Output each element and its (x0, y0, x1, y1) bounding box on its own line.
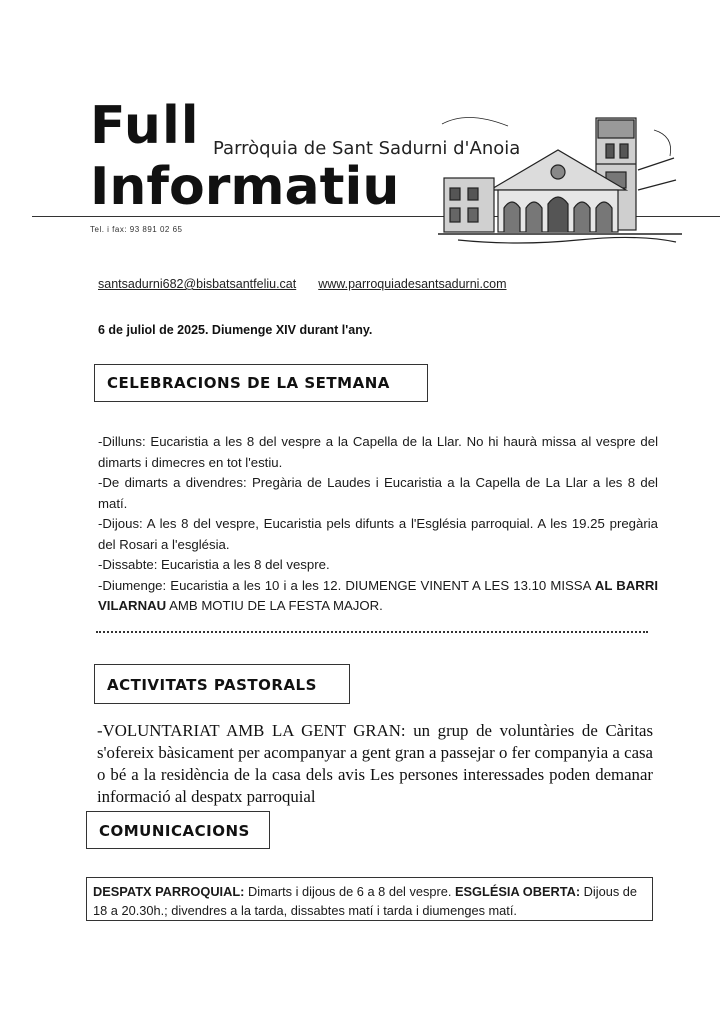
office-label: DESPATX PARROQUIAL: (93, 884, 245, 899)
church-open-text: Dijous de 18 a 20.30h.; divendres a la tarda, dissabtes matí i tarda i diumenges matí. (93, 884, 638, 918)
date-line: 6 de juliol de 2025. Diumenge XIV durant l'any. (98, 323, 373, 337)
pastoral-heading: ACTIVITATS PASTORALS (94, 664, 350, 704)
list-item: -De dimarts a divendres: Pregària de Laudes i Eucaristia a la Capella de La Llar a les 8 del matí. (98, 475, 658, 511)
church-open-label: ESGLÉSIA OBERTA: (454, 884, 581, 899)
list-item: -Dijous: A les 8 del vespre, Eucaristia pels difunts a l'Església parroquial. A les 19.25 pregària del Rosari a l'església. (98, 516, 658, 552)
title-full: Full (90, 96, 200, 156)
office-text: Dimarts i dijous de 6 a 8 del vespre. (244, 884, 455, 899)
pastoral-text: -VOLUNTARIAT AMB LA GENT GRAN: un grup de voluntàries de Càritas s'ofereix bàsicament per acompanyar a gent gran a passejar o fer companyia a casa o bé a la residència de la casa dels avis Les persones interessades poden demanar informació al despatx parroquial (97, 721, 653, 806)
list-item: -Dilluns: Eucaristia a les 8 del vespre a la Capella de la Llar. No hi haurà missa al vespre del dimarts i dimecres en tot l'estiu. (98, 434, 658, 470)
sunday-bold-text: AL BARRI VILARNAU (98, 577, 659, 613)
sunday-text: -Diumenge: Eucaristia a les 10 i a les 12. DIUMENGE VINENT A LES 13.10 MISSA (98, 577, 595, 593)
celebrations-list (98, 432, 658, 617)
contact-links (98, 277, 507, 291)
list-item: -Dissabte: Eucaristia a les 8 del vespre. (98, 557, 330, 572)
communications-heading: COMUNICACIONS (86, 811, 270, 849)
sunday-suffix-text: AMB MOTIU DE LA FESTA MAJOR. (166, 598, 383, 613)
celebrations-heading: CELEBRACIONS DE LA SETMANA (94, 364, 428, 402)
website-link[interactable]: www.parroquiadesantsadurni.com (318, 277, 507, 291)
email-link[interactable]: santsadurni682@bisbatsantfeliu.cat (98, 277, 297, 291)
title-informatiu: Informatiu (90, 157, 400, 217)
church-illustration (438, 100, 682, 250)
office-hours-box (86, 877, 653, 921)
phone-fax: Tel. i fax: 93 891 02 65 (90, 225, 183, 234)
dotted-divider (96, 631, 648, 633)
list-item-sunday (98, 576, 658, 617)
parish-name: Parròquia de Sant Sadurni d'Anoia (213, 138, 521, 159)
